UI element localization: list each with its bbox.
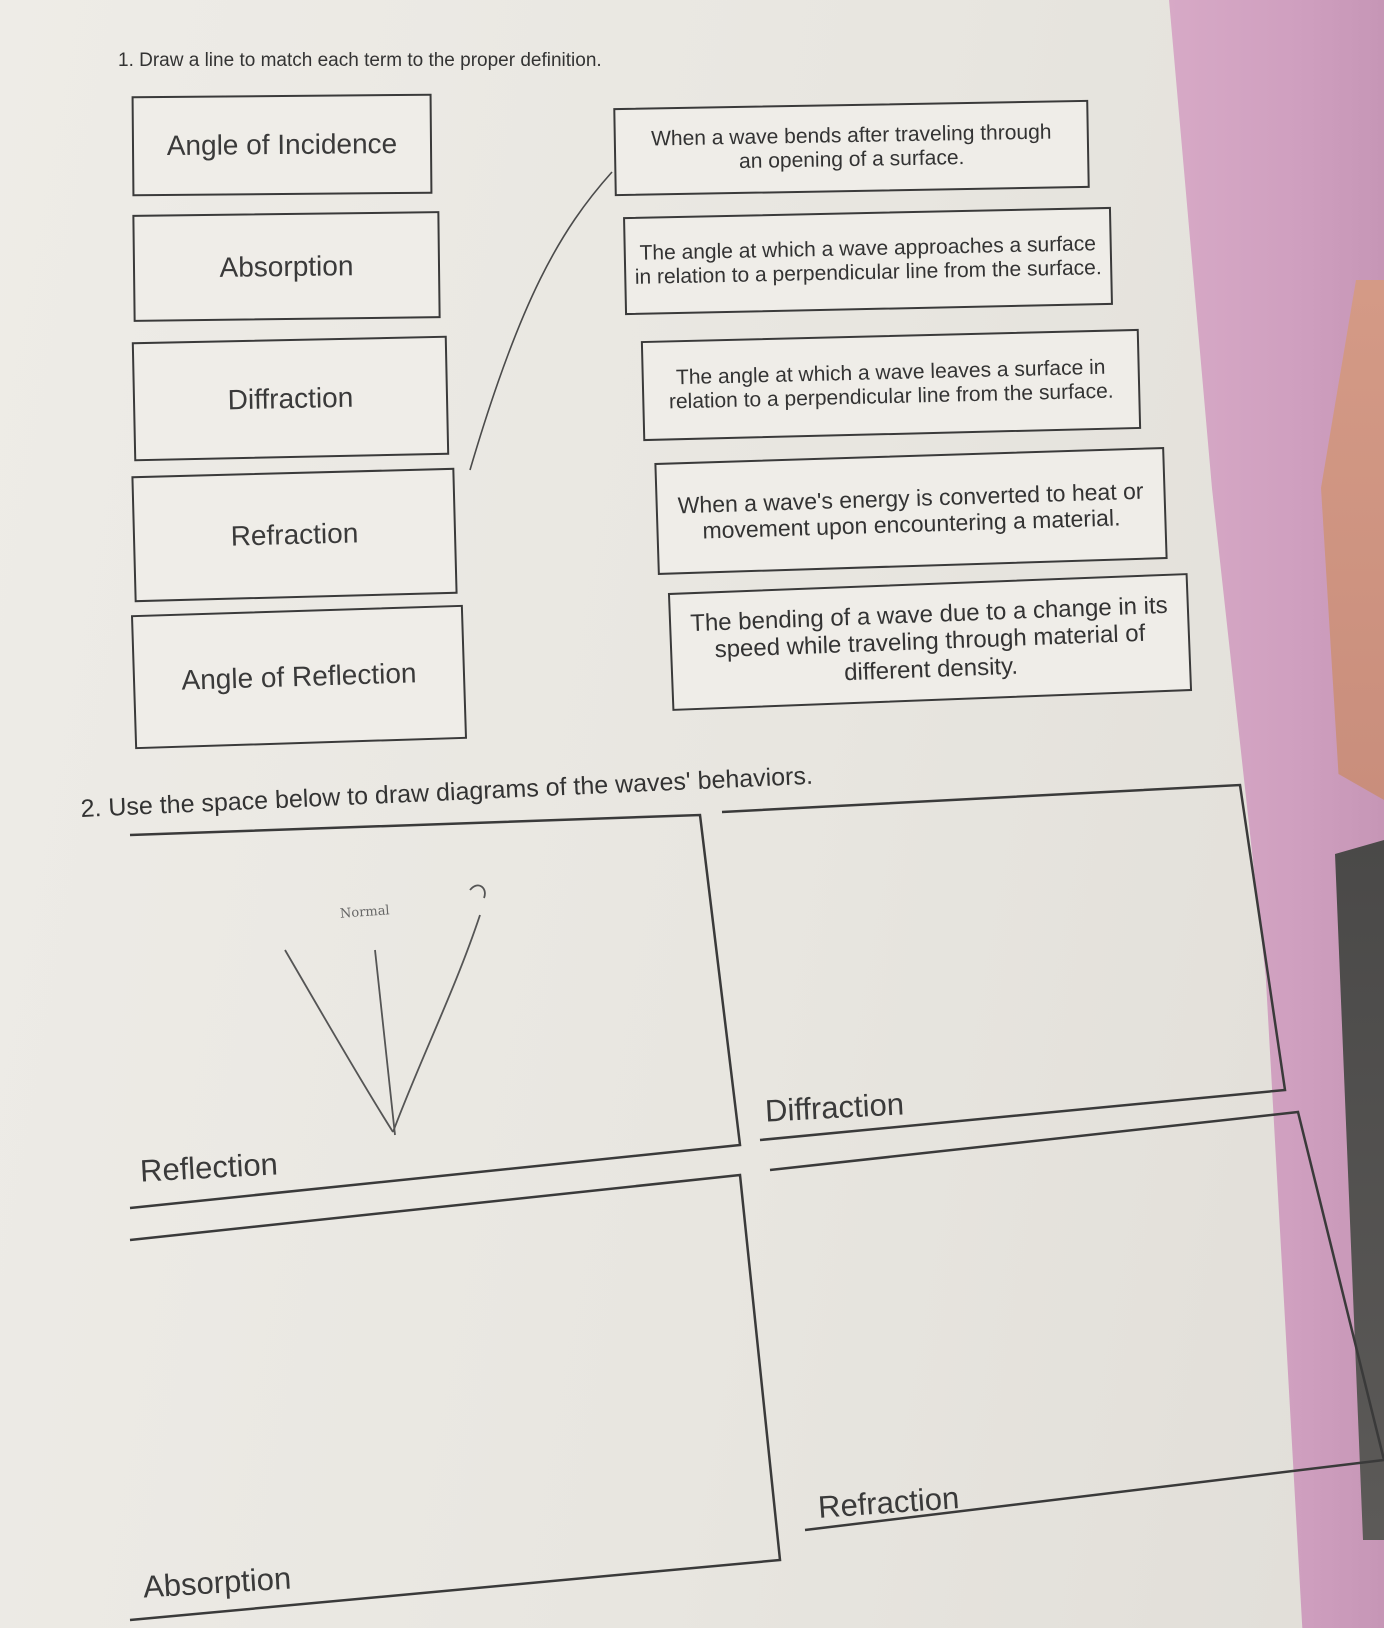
definition-text: When a wave bends after traveling through an opening of a surface. (650, 120, 1052, 173)
question-2-prompt: 2. Use the space below to draw diagrams of the waves' behaviors. (80, 761, 814, 823)
diffraction-panel-label: Diffraction (764, 1086, 905, 1129)
refraction-panel-label: Refraction (816, 1480, 961, 1525)
definition-text: When a wave's energy is converted to heat or movement upon encountering a material. (677, 477, 1144, 544)
reflection-panel-label: Reflection (139, 1146, 279, 1189)
absorption-panel-frame (130, 1175, 780, 1620)
incident-ray (285, 950, 393, 1132)
term-label: Angle of Incidence (166, 127, 398, 162)
refraction-panel-frame (770, 1112, 1384, 1530)
handwritten-normal-label: Normal (339, 903, 391, 922)
term-label: Absorption (219, 249, 354, 283)
reflected-ray (393, 915, 480, 1132)
ray-squiggle (470, 885, 485, 898)
absorption-panel-label: Absorption (142, 1560, 293, 1605)
diffraction-panel-frame (722, 785, 1285, 1140)
definition-text: The bending of a wave due to a change in its speed while traveling through material of different density. (689, 591, 1169, 687)
term-label: Diffraction (227, 381, 354, 415)
definition-text: The angle at which a wave approaches a surface in relation to a perpendicular line from the surface. (634, 232, 1102, 289)
term-label: Angle of Reflection (181, 657, 417, 696)
reflection-sketch (285, 885, 485, 1135)
term-label: Refraction (230, 517, 359, 552)
question-1-prompt: 1. Draw a line to match each term to the proper definition. (118, 50, 602, 71)
student-matching-line (470, 172, 612, 470)
definition-text: The angle at which a wave leaves a surface in relation to a perpendicular line from the surface. (668, 355, 1114, 414)
